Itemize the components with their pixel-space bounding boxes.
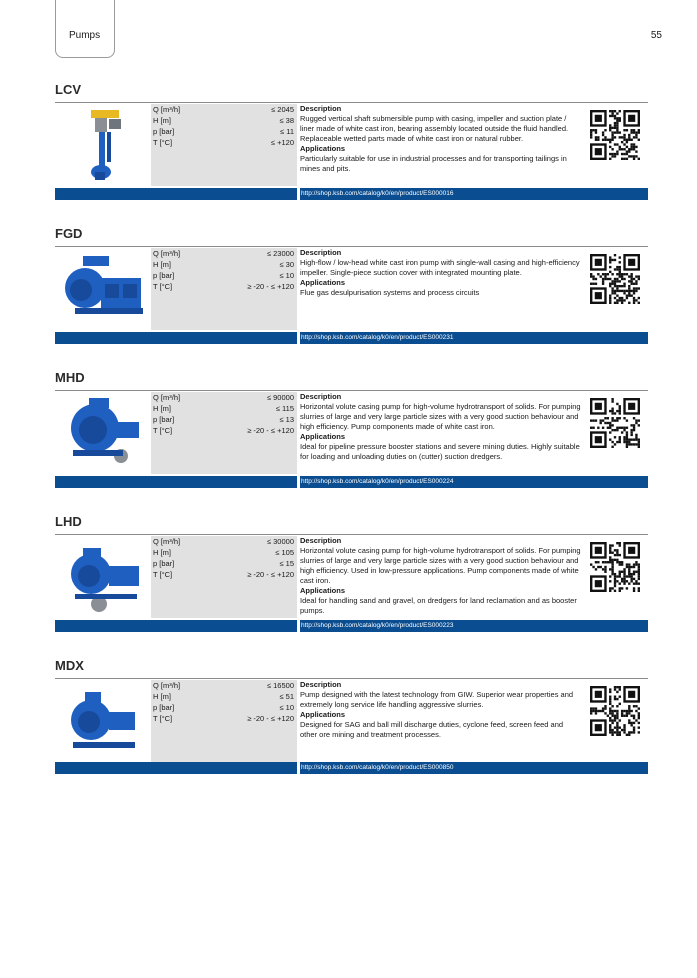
pump-image — [55, 248, 151, 330]
product-url-link[interactable]: http://shop.ksb.com/catalog/k0/en/product/ES000016 — [301, 190, 454, 197]
spec-value: ≤ 105 — [275, 548, 294, 557]
description-block — [300, 248, 582, 298]
spec-row — [151, 569, 297, 580]
product-title: FGD — [55, 226, 83, 241]
spec-row — [151, 392, 297, 403]
qr-code-icon — [590, 398, 640, 448]
spec-label: H [m] — [153, 404, 171, 413]
spec-label: Q [m³/h] — [153, 393, 181, 402]
url-bar — [55, 476, 648, 488]
spec-value: ≤ 13 — [279, 415, 294, 424]
applications-heading: Applications — [300, 278, 346, 287]
divider — [55, 102, 648, 103]
product-title: LHD — [55, 514, 82, 529]
spec-row — [151, 104, 297, 115]
url-bar — [55, 620, 648, 632]
spec-label: Q [m³/h] — [153, 681, 181, 690]
description-block — [300, 680, 582, 740]
spec-row — [151, 281, 297, 292]
description-heading: Description — [300, 104, 342, 113]
spec-value: ≤ 30 — [279, 260, 294, 269]
spec-label: p [bar] — [153, 703, 175, 712]
spec-value: ≤ 30000 — [266, 537, 294, 546]
spec-value: ≤ 10 — [279, 271, 294, 280]
product-lcv — [55, 82, 648, 202]
pump-image — [55, 536, 151, 618]
product-title: MDX — [55, 658, 84, 673]
divider — [55, 534, 648, 535]
url-bar — [55, 762, 648, 774]
spec-row — [151, 259, 297, 270]
product-url-link[interactable]: http://shop.ksb.com/catalog/k0/en/product/ES000223 — [301, 622, 454, 629]
spec-label: p [bar] — [153, 415, 175, 424]
applications-text: Ideal for pipeline pressure booster stations and severe mining duties. Highly suitable for loading and unloading duties on (cutter) suction dredgers. — [300, 442, 580, 461]
description-block — [300, 536, 582, 616]
spec-row — [151, 126, 297, 137]
spec-label: Q [m³/h] — [153, 105, 181, 114]
product-title: MHD — [55, 370, 85, 385]
qr-code-icon — [590, 542, 640, 592]
description-block — [300, 392, 582, 462]
description-heading: Description — [300, 536, 342, 545]
applications-text: Flue gas desulpurisation systems and process circuits — [300, 288, 480, 297]
applications-text: Particularly suitable for use in industrial processes and for transporting tailings in mines and pits. — [300, 154, 567, 173]
spec-label: H [m] — [153, 692, 171, 701]
description-block — [300, 104, 582, 174]
spec-label: p [bar] — [153, 559, 175, 568]
spec-row — [151, 702, 297, 713]
pump-image — [55, 680, 151, 762]
spec-value: ≤ 2045 — [271, 105, 294, 114]
pump-image — [55, 104, 151, 186]
spec-value: ≥ -20 - ≤ +120 — [247, 570, 294, 579]
spec-value: ≤ 51 — [279, 692, 294, 701]
description-text: Horizontal volute casing pump for high-volume hydrotransport of solids. For pumping slurries of large and very large particle sizes with a very good suction behaviour and high efficiency. Pump components made of white cast iron. — [300, 402, 581, 431]
spec-row — [151, 680, 297, 691]
spec-label: T [°C] — [153, 138, 173, 147]
divider — [55, 390, 648, 391]
product-mdx — [55, 658, 648, 776]
spec-label: Q [m³/h] — [153, 537, 181, 546]
description-heading: Description — [300, 248, 342, 257]
spec-value: ≥ -20 - ≤ +120 — [247, 282, 294, 291]
page-number: 55 — [650, 30, 662, 41]
spec-row — [151, 547, 297, 558]
spec-label: T [°C] — [153, 714, 173, 723]
spec-value: ≤ 115 — [275, 404, 294, 413]
description-text: Horizontal volute casing pump for high-volume hydrotransport of solids. For pumping slurries of large and very large particle sizes with a very good suction behaviour and high efficiency. Used in low-pressure applications. Pump components made of white cast iron. — [300, 546, 581, 585]
description-heading: Description — [300, 680, 342, 689]
pump-image — [55, 392, 151, 474]
applications-heading: Applications — [300, 710, 346, 719]
spec-label: H [m] — [153, 548, 171, 557]
url-bar — [55, 332, 648, 344]
product-lhd — [55, 514, 648, 634]
product-title: LCV — [55, 82, 81, 97]
spec-row — [151, 270, 297, 281]
product-mhd — [55, 370, 648, 490]
spec-row — [151, 137, 297, 148]
spec-row — [151, 713, 297, 724]
spec-table — [151, 248, 297, 330]
description-heading: Description — [300, 392, 342, 401]
product-url-link[interactable]: http://shop.ksb.com/catalog/k0/en/product/ES000231 — [301, 334, 454, 341]
spec-value: ≤ 15 — [279, 559, 294, 568]
spec-label: T [°C] — [153, 282, 173, 291]
spec-value: ≤ 90000 — [266, 393, 294, 402]
section-tab-label: Pumps — [69, 30, 101, 41]
spec-value: ≤ 10 — [279, 703, 294, 712]
qr-code-icon — [590, 110, 640, 160]
spec-label: H [m] — [153, 116, 171, 125]
product-url-link[interactable]: http://shop.ksb.com/catalog/k0/en/product/ES000850 — [301, 764, 454, 771]
applications-heading: Applications — [300, 586, 346, 595]
spec-table — [151, 104, 297, 186]
spec-table — [151, 680, 297, 762]
spec-row — [151, 414, 297, 425]
spec-row — [151, 248, 297, 259]
divider — [55, 678, 648, 679]
spec-row — [151, 536, 297, 547]
product-url-link[interactable]: http://shop.ksb.com/catalog/k0/en/product/ES000224 — [301, 478, 454, 485]
spec-label: Q [m³/h] — [153, 249, 181, 258]
spec-label: H [m] — [153, 260, 171, 269]
spec-label: p [bar] — [153, 271, 175, 280]
applications-text: Ideal for handling sand and gravel, on dredgers for land reclamation and as booster pumps. — [300, 596, 577, 615]
applications-heading: Applications — [300, 144, 346, 153]
spec-value: ≤ 11 — [280, 127, 294, 136]
section-tab — [55, 0, 115, 58]
description-text: Rugged vertical shaft submersible pump with casing, impeller and suction plate / liner made of white cast iron, bearing assembly located outside the fluid handled. Replaceable wetted parts made of white cast iron or natural rubber. — [300, 114, 569, 143]
spec-value: ≤ +120 — [270, 138, 294, 147]
qr-code-icon — [590, 254, 640, 304]
spec-row — [151, 691, 297, 702]
spec-table — [151, 392, 297, 474]
spec-value: ≤ 16500 — [266, 681, 294, 690]
spec-label: T [°C] — [153, 570, 173, 579]
divider — [55, 246, 648, 247]
spec-value: ≤ 23000 — [266, 249, 294, 258]
spec-value: ≥ -20 - ≤ +120 — [247, 426, 294, 435]
url-bar — [55, 188, 648, 200]
description-text: High-flow / low-head white cast iron pump with single-wall casing and high-efficiency impeller. Single-piece suction cover with integrated mounting plate. — [300, 258, 580, 277]
spec-row — [151, 403, 297, 414]
spec-value: ≥ -20 - ≤ +120 — [247, 714, 294, 723]
spec-value: ≤ 38 — [279, 116, 294, 125]
description-text: Pump designed with the latest technology from GIW. Superior wear properties and extremely long service life handling aggressive slurries. — [300, 690, 574, 709]
spec-table — [151, 536, 297, 618]
spec-row — [151, 115, 297, 126]
qr-code-icon — [590, 686, 640, 736]
product-fgd — [55, 226, 648, 346]
spec-row — [151, 425, 297, 436]
applications-heading: Applications — [300, 432, 346, 441]
spec-label: p [bar] — [153, 127, 175, 136]
spec-label: T [°C] — [153, 426, 173, 435]
spec-row — [151, 558, 297, 569]
applications-text: Designed for SAG and ball mill discharge duties, cyclone feed, screen feed and other ore mining and treatment processes. — [300, 720, 564, 739]
